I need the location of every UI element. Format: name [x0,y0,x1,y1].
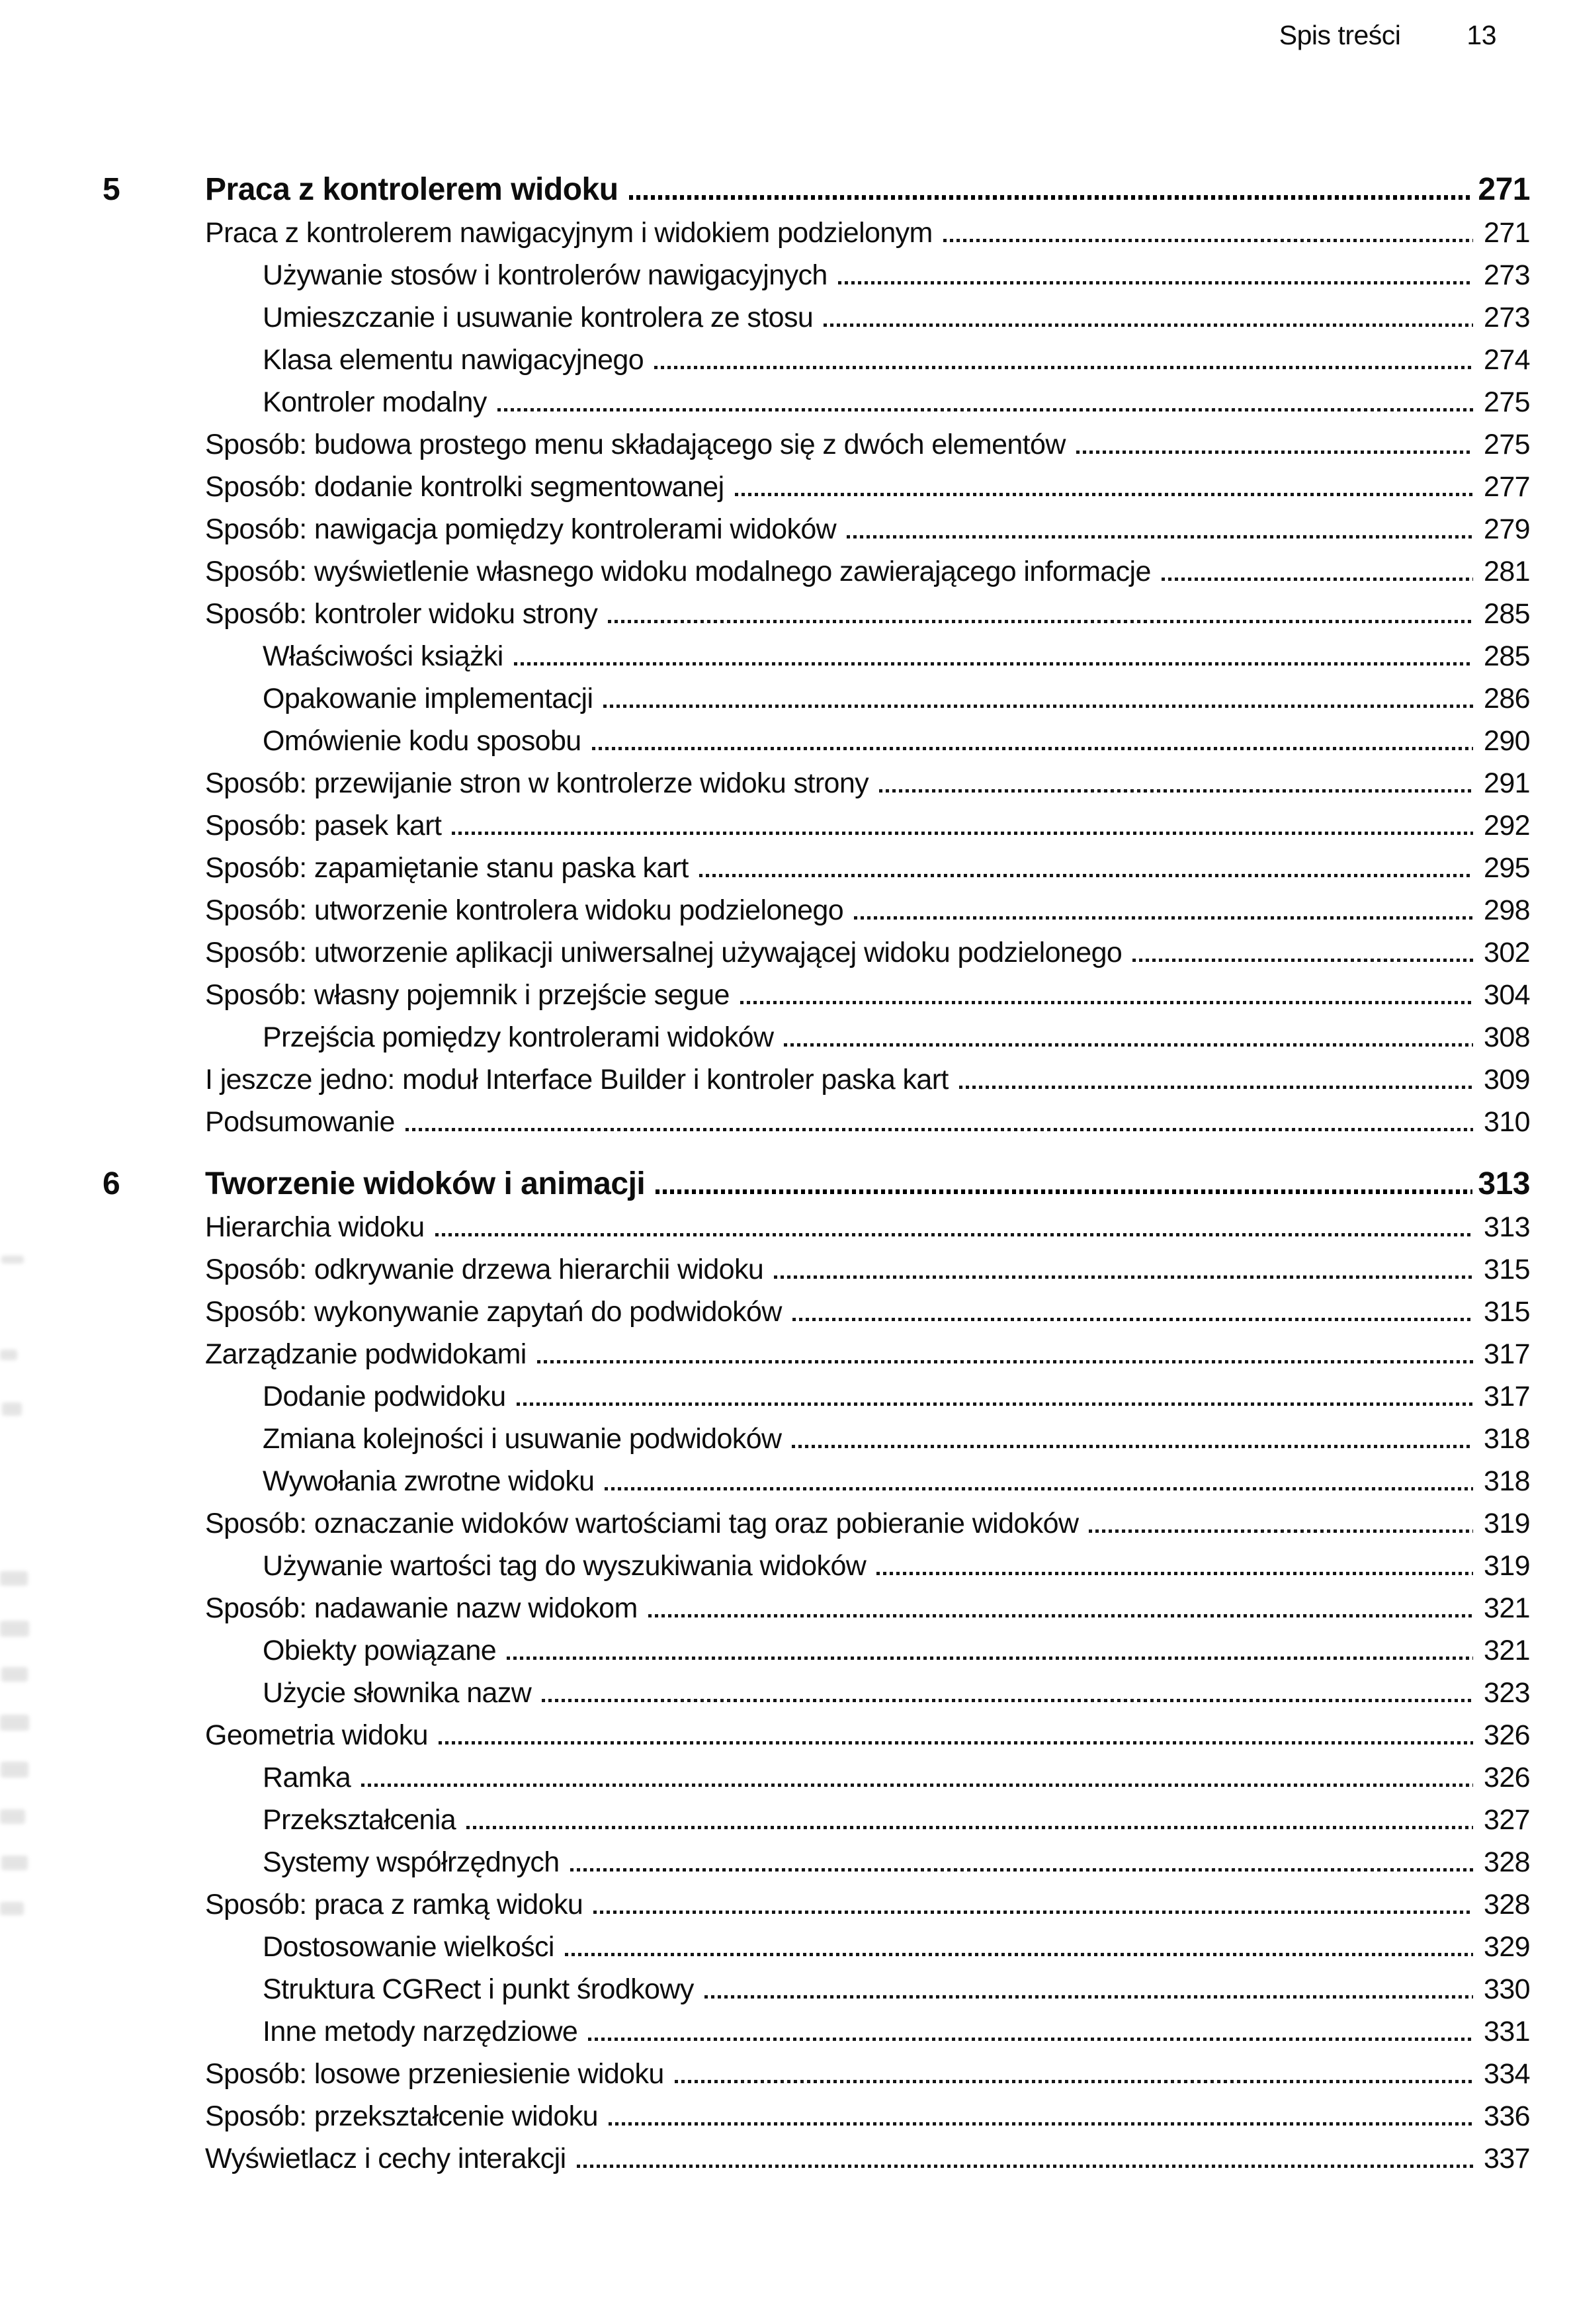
chapter-page-number: 313 [1478,1166,1530,1201]
toc-entry-row [103,1594,1530,1623]
toc-entry-page-number: 317 [1484,1338,1530,1370]
dot-leader [774,1275,1473,1279]
toc-entry-row [103,1848,1530,1877]
toc-entry-page-number: 279 [1484,513,1530,545]
toc-entry-page-number: 327 [1484,1804,1530,1836]
toc-entry-page-number: 291 [1484,767,1530,799]
toc-entry-row [103,853,1530,883]
toc-entry-page-number: 337 [1484,2143,1530,2174]
dot-leader [592,747,1473,750]
dot-leader [792,1445,1473,1448]
toc-entry-label: I jeszcze jedno: moduł Interface Builder i kontroler paska kart [205,1064,949,1096]
chapter-page-number: 271 [1478,172,1530,207]
toc-entry-page-number: 321 [1484,1592,1530,1624]
toc-entry-label: Sposób: dodanie kontrolki segmentowanej [205,471,724,503]
toc-entry-page-number: 318 [1484,1465,1530,1497]
scan-artifact [1,1667,28,1682]
toc-entry-page-number: 308 [1484,1021,1530,1053]
toc-entry-page-number: 273 [1484,302,1530,333]
scan-artifact [0,1715,29,1731]
toc-entry-row [103,684,1530,714]
toc-entry-row [103,1763,1530,1793]
toc-entry-label: Obiekty powiązane [263,1635,497,1666]
toc-entry-page-number: 313 [1484,1211,1530,1243]
toc-entry-row [103,599,1530,629]
dot-leader [847,535,1473,538]
dot-leader [648,1614,1473,1617]
page-number: 13 [1466,20,1496,50]
toc-entry-page-number: 273 [1484,259,1530,291]
toc-entry-row [103,261,1530,290]
toc-entry-row [103,1107,1530,1137]
dot-leader [784,1043,1473,1047]
toc-entry-page-number: 317 [1484,1381,1530,1412]
toc-entry-row [103,1023,1530,1053]
toc-entry-row [103,472,1530,502]
toc-entry-row [103,388,1530,417]
dot-leader [1089,1529,1473,1533]
toc-entry-row [103,1890,1530,1920]
dot-leader [466,1826,1473,1829]
toc-entry-label: Przekształcenia [263,1804,456,1836]
toc-entry-label: Sposób: nadawanie nazw widokom [205,1592,638,1624]
toc-entry-page-number: 329 [1484,1931,1530,1963]
toc-entry-label: Używanie stosów i kontrolerów nawigacyjnych [263,259,828,291]
dot-leader [876,1572,1473,1575]
scan-artifact [1,1256,24,1264]
toc-entry-row [103,1932,1530,1962]
toc-entry-page-number: 334 [1484,2058,1530,2090]
scan-artifact [0,1902,24,1915]
dot-leader [675,2080,1473,2083]
toc-entry-row [103,1551,1530,1581]
toc-entry-label: Sposób: wyświetlenie własnego widoku modalnego zawierającego informacje [205,556,1151,587]
toc-entry-row [103,938,1530,968]
toc-entry-page-number: 331 [1484,2016,1530,2047]
toc-entry-label: Podsumowanie [205,1106,395,1138]
toc-entry-row [103,345,1530,375]
scan-artifact [0,1350,17,1360]
toc-entry-label: Hierarchia widoku [205,1211,425,1243]
toc-entry-page-number: 295 [1484,852,1530,884]
toc-entry-page-number: 275 [1484,386,1530,418]
toc-entry-row [103,1467,1530,1496]
dot-leader [439,1741,1473,1744]
dot-leader [605,1487,1473,1490]
toc-entry-label: Sposób: praca z ramką widoku [205,1889,583,1920]
running-head-title: Spis treści [1279,20,1401,50]
toc-entry-label: Dodanie podwidoku [263,1381,506,1412]
dot-leader [608,620,1473,623]
toc-entry-page-number: 271 [1484,217,1530,249]
toc-entry-label: Inne metody narzędziowe [263,2016,578,2047]
toc-entry-row [103,2144,1530,2174]
toc-entry-row [103,430,1530,460]
toc-entry-page-number: 319 [1484,1508,1530,1539]
toc-entry-page-number: 326 [1484,1719,1530,1751]
chapter-number: 5 [103,172,120,207]
dot-leader [361,1784,1473,1787]
dot-leader [1132,959,1473,962]
dot-leader [656,1189,1472,1194]
toc-entry-row [103,1065,1530,1095]
toc-entry-page-number: 330 [1484,1973,1530,2005]
toc-entry-row [103,2017,1530,2047]
toc-entry-label: Sposób: przekształcenie widoku [205,2100,598,2132]
toc-entry-row [103,811,1530,841]
toc-entry-row [103,1678,1530,1708]
toc-entry-page-number: 274 [1484,344,1530,376]
dot-leader [593,1911,1473,1914]
toc-entry-row [103,2059,1530,2089]
toc-chapter-row [103,173,1530,206]
toc-entry-page-number: 321 [1484,1635,1530,1666]
dot-leader [497,408,1473,411]
toc-entry-page-number: 281 [1484,556,1530,587]
toc-entry-row [103,896,1530,925]
toc-entry-page-number: 302 [1484,937,1530,968]
toc-entry-page-number: 328 [1484,1846,1530,1878]
toc-entry-label: Praca z kontrolerem nawigacyjnym i widokiem podzielonym [205,217,933,249]
toc-entry-label: Przejścia pomiędzy kontrolerami widoków [263,1021,774,1053]
toc-entry-page-number: 328 [1484,1889,1530,1920]
toc-entry-row [103,726,1530,756]
toc-entry-label: Wyświetlacz i cechy interakcji [205,2143,566,2174]
scan-artifact [1,1762,28,1778]
toc-entry-label: Sposób: nawigacja pomiędzy kontrolerami widoków [205,513,837,545]
toc-entry-page-number: 309 [1484,1064,1530,1096]
toc-entry-page-number: 326 [1484,1762,1530,1793]
toc-entry-label: Sposób: przewijanie stron w kontrolerze widoku strony [205,767,869,799]
toc-entry-page-number: 292 [1484,810,1530,841]
toc-entry-label: Opakowanie implementacji [263,683,593,714]
toc-entry-label: Kontroler modalny [263,386,487,418]
toc-entry-row [103,515,1530,544]
toc-entry-row [103,1636,1530,1666]
dot-leader [943,239,1473,242]
dot-leader [435,1233,1473,1236]
toc-entry-label: Użycie słownika nazw [263,1677,532,1709]
scan-artifact [2,1402,22,1416]
toc-entry-label: Klasa elementu nawigacyjnego [263,344,644,376]
dot-leader [405,1128,1473,1131]
toc-entry-row [103,1213,1530,1242]
dot-leader [588,2038,1473,2041]
toc-entry-label: Sposób: budowa prostego menu składającego się z dwóch elementów [205,429,1066,460]
dot-leader [838,281,1473,284]
toc-entry-label: Zarządzanie podwidokami [205,1338,527,1370]
toc-entry-label: Geometria widoku [205,1719,428,1751]
chapter-title: Praca z kontrolerem widoku [205,172,618,207]
dot-leader [792,1318,1473,1321]
toc-entry-label: Właściwości książki [263,640,503,672]
dot-leader [609,2122,1473,2126]
toc-entry-row [103,557,1530,587]
dot-leader [517,1402,1473,1406]
toc-entry-row [103,642,1530,671]
toc-entry-row [103,1975,1530,2004]
toc-entry-label: Dostosowanie wielkości [263,1931,554,1963]
toc-entry-page-number: 298 [1484,894,1530,926]
toc-entry-row [103,1382,1530,1412]
toc-entry-label: Sposób: zapamiętanie stanu paska kart [205,852,689,884]
scan-artifact [0,1571,28,1586]
toc-entry-row [103,769,1530,798]
toc-entry-row [103,1721,1530,1750]
toc-entry-page-number: 336 [1484,2100,1530,2132]
dot-leader [735,493,1473,496]
toc-entry-label: Sposób: odkrywanie drzewa hierarchii widoku [205,1254,764,1285]
toc-entry-page-number: 318 [1484,1423,1530,1455]
toc-entry-page-number: 286 [1484,683,1530,714]
toc-entry-page-number: 315 [1484,1254,1530,1285]
dot-leader [570,1868,1473,1872]
toc-entry-label: Sposób: pasek kart [205,810,442,841]
toc-entry-page-number: 304 [1484,979,1530,1011]
toc-entry-row [103,1424,1530,1454]
toc-entry-page-number: 315 [1484,1296,1530,1328]
toc-entry-row [103,1297,1530,1327]
toc-entry-label: Zmiana kolejności i usuwanie podwidoków [263,1423,782,1455]
dot-leader [565,1953,1473,1956]
toc-entry-label: Sposób: utworzenie aplikacji uniwersalnej używającej widoku podzielonego [205,937,1123,968]
page-header [0,20,1496,51]
dot-leader [959,1086,1473,1089]
toc-entry-row [103,303,1530,333]
toc-entry-page-number: 275 [1484,429,1530,460]
toc-entry-label: Sposób: wykonywanie zapytań do podwidoków [205,1296,782,1328]
toc-entry-label: Sposób: oznaczanie widoków wartościami tag oraz pobieranie widoków [205,1508,1079,1539]
toc-entry-row [103,1805,1530,1835]
dot-leader [507,1657,1473,1660]
scan-artifact [1,1856,28,1870]
dot-leader [577,2165,1473,2168]
toc [103,173,1530,2186]
chapter-title: Tworzenie widoków i animacji [205,1166,646,1201]
toc-entry-page-number: 285 [1484,598,1530,630]
toc-entry-row [103,1255,1530,1285]
toc-entry-label: Wywołania zwrotne widoku [263,1465,595,1497]
dot-leader [537,1360,1473,1363]
dot-leader [879,789,1473,793]
dot-leader [699,874,1473,877]
toc-entry-label: Umieszczanie i usuwanie kontrolera ze stosu [263,302,814,333]
toc-entry-page-number: 277 [1484,471,1530,503]
toc-entry-row [103,1509,1530,1539]
toc-entry-page-number: 323 [1484,1677,1530,1709]
dot-leader [854,916,1473,920]
toc-entry-label: Sposób: własny pojemnik i przejście segue [205,979,730,1011]
dot-leader [452,832,1473,835]
toc-entry-label: Sposób: kontroler widoku strony [205,598,598,630]
scan-artifact [0,1621,29,1637]
toc-entry-label: Sposób: utworzenie kontrolera widoku podzielonego [205,894,844,926]
toc-entry-row [103,218,1530,248]
dot-leader [514,662,1473,666]
toc-entry-label: Sposób: losowe przeniesienie widoku [205,2058,664,2090]
dot-leader [629,195,1473,200]
toc-entry-row [103,2102,1530,2131]
toc-entry-page-number: 319 [1484,1550,1530,1582]
dot-leader [603,705,1473,708]
toc-entry-page-number: 285 [1484,640,1530,672]
toc-entry-page-number: 310 [1484,1106,1530,1138]
dot-leader [740,1001,1473,1004]
dot-leader [1076,451,1473,454]
toc-entry-row [103,1340,1530,1369]
toc-chapter-row [103,1168,1530,1201]
toc-entry-row [103,980,1530,1010]
toc-entry-label: Używanie wartości tag do wyszukiwania widoków [263,1550,867,1582]
toc-entry-label: Systemy współrzędnych [263,1846,560,1878]
toc-entry-label: Struktura CGRect i punkt środkowy [263,1973,694,2005]
dot-leader [542,1699,1473,1702]
dot-leader [1162,578,1473,581]
toc-entry-page-number: 290 [1484,725,1530,757]
toc-entry-label: Omówienie kodu sposobu [263,725,581,757]
scan-artifact [0,1809,25,1824]
dot-leader [824,323,1473,327]
chapter-number: 6 [103,1166,120,1201]
toc-entry-label: Ramka [263,1762,351,1793]
dot-leader [654,366,1473,369]
dot-leader [704,1995,1473,1999]
